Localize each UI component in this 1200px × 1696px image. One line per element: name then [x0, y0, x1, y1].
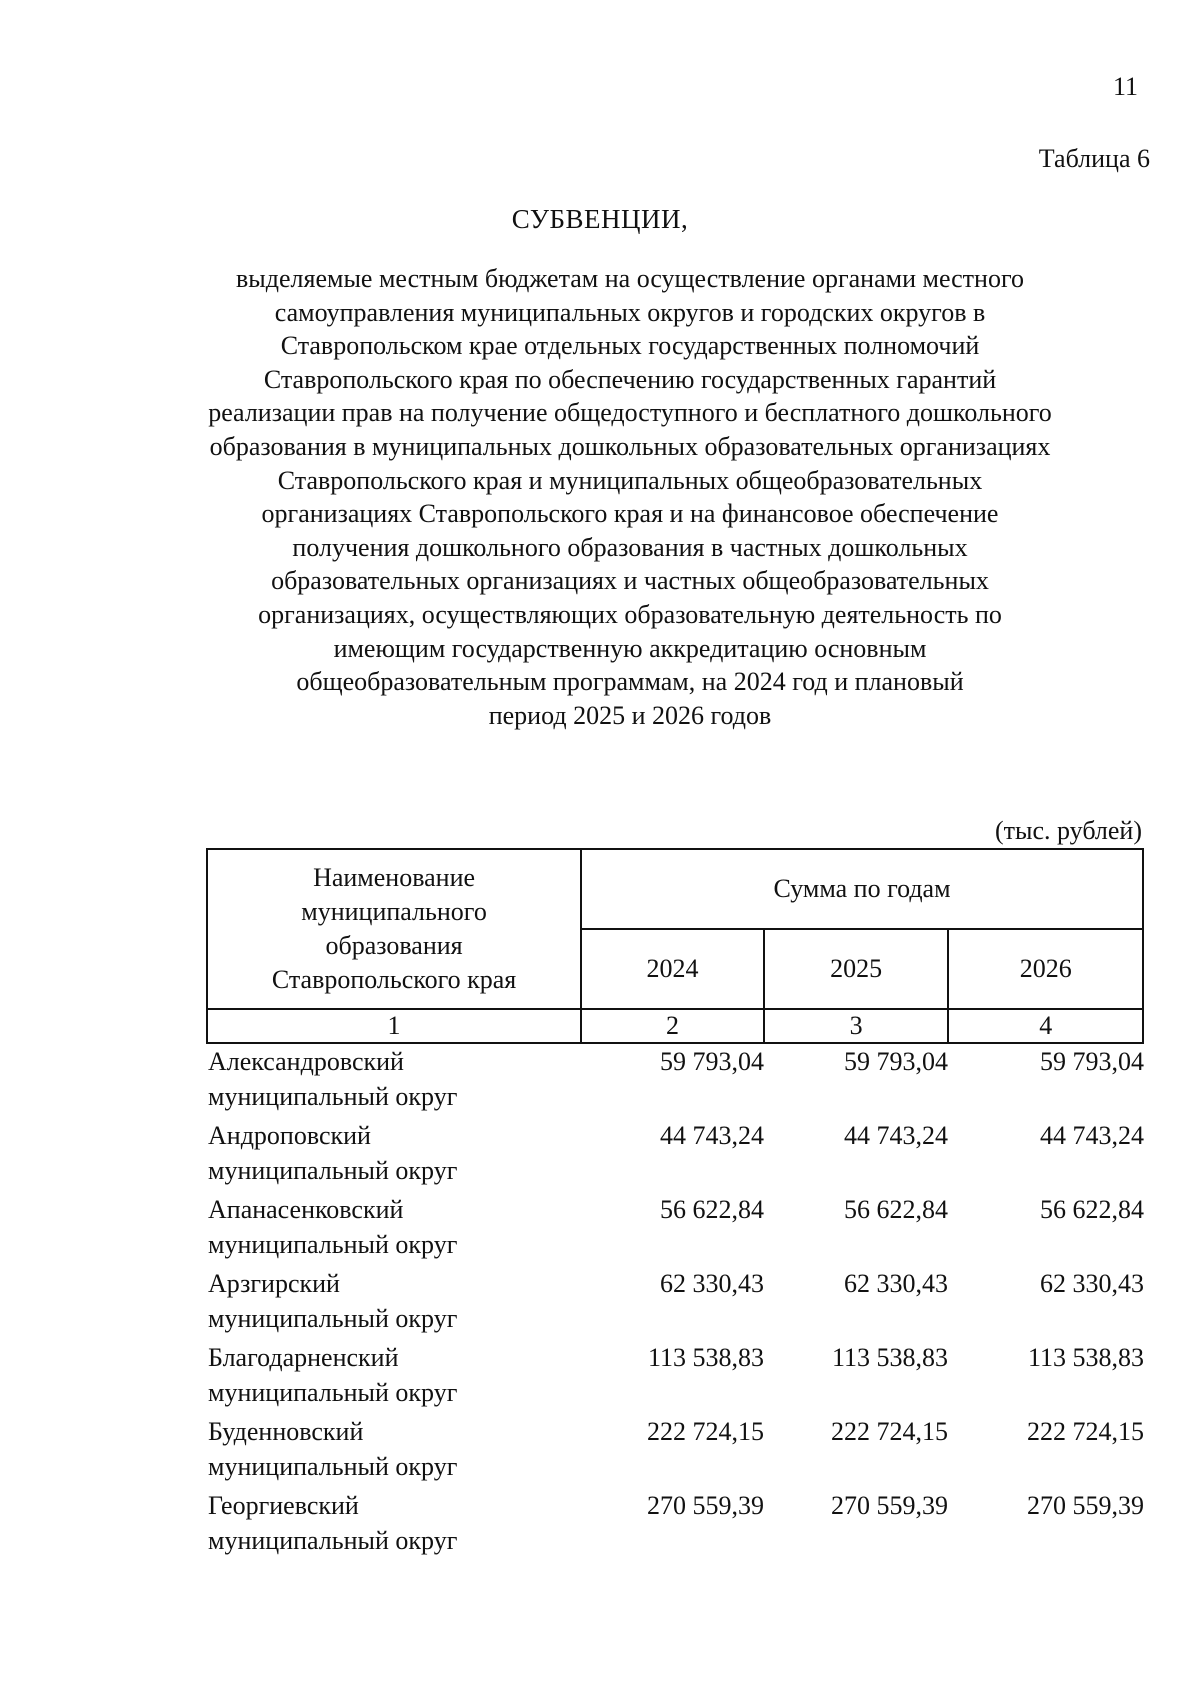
value-2026: 59 793,04 [1040, 1047, 1144, 1076]
value-2024: 222 724,15 [647, 1417, 764, 1446]
value-2026: 113 538,83 [1027, 1343, 1144, 1372]
value-2026: 222 724,15 [1027, 1417, 1144, 1446]
table-row [208, 1266, 1144, 1340]
value-2026: 44 743,24 [1040, 1121, 1144, 1150]
value-2025: 113 538,83 [831, 1343, 948, 1372]
subtitle-line: общеобразовательным программам, на 2024 год и плановый [296, 667, 964, 697]
table-row [208, 1192, 1144, 1266]
table-row [208, 1118, 1144, 1192]
row-name [208, 1118, 588, 1192]
row-name-line: муниципальный округ [208, 1156, 458, 1185]
value-2024: 113 538,83 [647, 1343, 764, 1372]
value-2024: 44 743,24 [660, 1121, 764, 1150]
row-name [208, 1488, 588, 1562]
subtitle-line: получения дошкольного образования в частных дошкольных [292, 532, 968, 562]
subtitle-line: организациях Ставропольского края и на финансовое обеспечение [261, 499, 999, 529]
page-number: 11 [1112, 72, 1138, 101]
value-2026: 62 330,43 [1040, 1269, 1144, 1298]
subtitle-line: образования в муниципальных дошкольных образовательных организациях [209, 431, 1051, 461]
subtitle-line: образовательных организациях и частных общеобразовательных [271, 566, 989, 596]
table-row [208, 1414, 1144, 1488]
table-row [208, 1340, 1144, 1414]
value-2024: 56 622,84 [660, 1195, 764, 1224]
header-name-line: муниципального [301, 897, 487, 926]
value-2025: 222 724,15 [831, 1417, 948, 1446]
table-row [208, 1044, 1144, 1118]
document-subtitle [200, 262, 1060, 732]
row-name-line: муниципальный округ [208, 1452, 458, 1481]
value-2024: 270 559,39 [647, 1491, 764, 1520]
header-col-number: 4 [948, 1009, 1143, 1043]
row-name-line: Андроповский [208, 1121, 371, 1150]
header-name-line: Ставропольского края [271, 965, 517, 994]
row-name-line: муниципальный округ [208, 1304, 458, 1333]
value-2025: 59 793,04 [844, 1047, 948, 1076]
header-year-2025: 2025 [764, 929, 949, 1009]
row-name-line: Арзгирский [208, 1269, 340, 1298]
subtitle-line: самоуправления муниципальных округов и городских округов в [274, 297, 986, 327]
table-body [208, 1044, 1144, 1562]
header-col-number: 3 [764, 1009, 949, 1043]
header-name-line: Наименование [313, 863, 476, 892]
header-name-cell [207, 849, 581, 1009]
value-2024: 62 330,43 [660, 1269, 764, 1298]
row-name [208, 1414, 588, 1488]
subtitle-line: период 2025 и 2026 годов [488, 700, 772, 730]
subtitle-line: Ставропольском крае отдельных государственных полномочий [280, 331, 980, 361]
document-title: СУБВЕНЦИИ, [511, 204, 689, 234]
subtitle-line: реализации прав на получение общедоступного и бесплатного дошкольного [208, 398, 1052, 428]
value-2024: 59 793,04 [660, 1047, 764, 1076]
row-name-line: Георгиевский [208, 1491, 359, 1520]
row-name-line: Александровский [208, 1047, 404, 1076]
row-name-line: Благодарненский [208, 1343, 399, 1372]
row-name [208, 1044, 588, 1118]
row-name-line: муниципальный округ [208, 1230, 458, 1259]
value-2025: 44 743,24 [844, 1121, 948, 1150]
value-2026: 56 622,84 [1040, 1195, 1144, 1224]
value-2026: 270 559,39 [1027, 1491, 1144, 1520]
row-name-line: Буденновский [208, 1417, 364, 1446]
row-name [208, 1192, 588, 1266]
subtitle-line: имеющим государственную аккредитацию основным [333, 633, 927, 663]
row-name-line: муниципальный округ [208, 1378, 458, 1407]
header-col-number: 2 [581, 1009, 764, 1043]
value-2025: 62 330,43 [844, 1269, 948, 1298]
header-name-line: образования [325, 931, 463, 960]
row-name-line: Апанасенковский [208, 1195, 404, 1224]
subtitle-line: организациях, осуществляющих образовательную деятельность по [258, 599, 1002, 629]
value-2025: 56 622,84 [844, 1195, 948, 1224]
table-row [208, 1488, 1144, 1562]
subtitle-line: Ставропольского края по обеспечению государственных гарантий [263, 364, 997, 394]
table-label: Таблица 6 [1038, 144, 1150, 173]
row-name [208, 1340, 588, 1414]
row-name-line: муниципальный округ [208, 1526, 458, 1555]
subtitle-line: выделяемые местным бюджетам на осуществление органами местного [236, 264, 1024, 293]
row-name-line: муниципальный округ [208, 1082, 458, 1111]
header-year-2024: 2024 [581, 929, 764, 1009]
header-year-2026: 2026 [948, 929, 1143, 1009]
value-2025: 270 559,39 [831, 1491, 948, 1520]
table-header [206, 848, 1144, 1044]
subtitle-line: Ставропольского края и муниципальных общеобразовательных [277, 465, 983, 495]
header-col-number: 1 [207, 1009, 581, 1043]
row-name [208, 1266, 588, 1340]
units-note: (тыс. рублей) [994, 816, 1142, 845]
header-sum-label: Сумма по годам [581, 849, 1143, 929]
